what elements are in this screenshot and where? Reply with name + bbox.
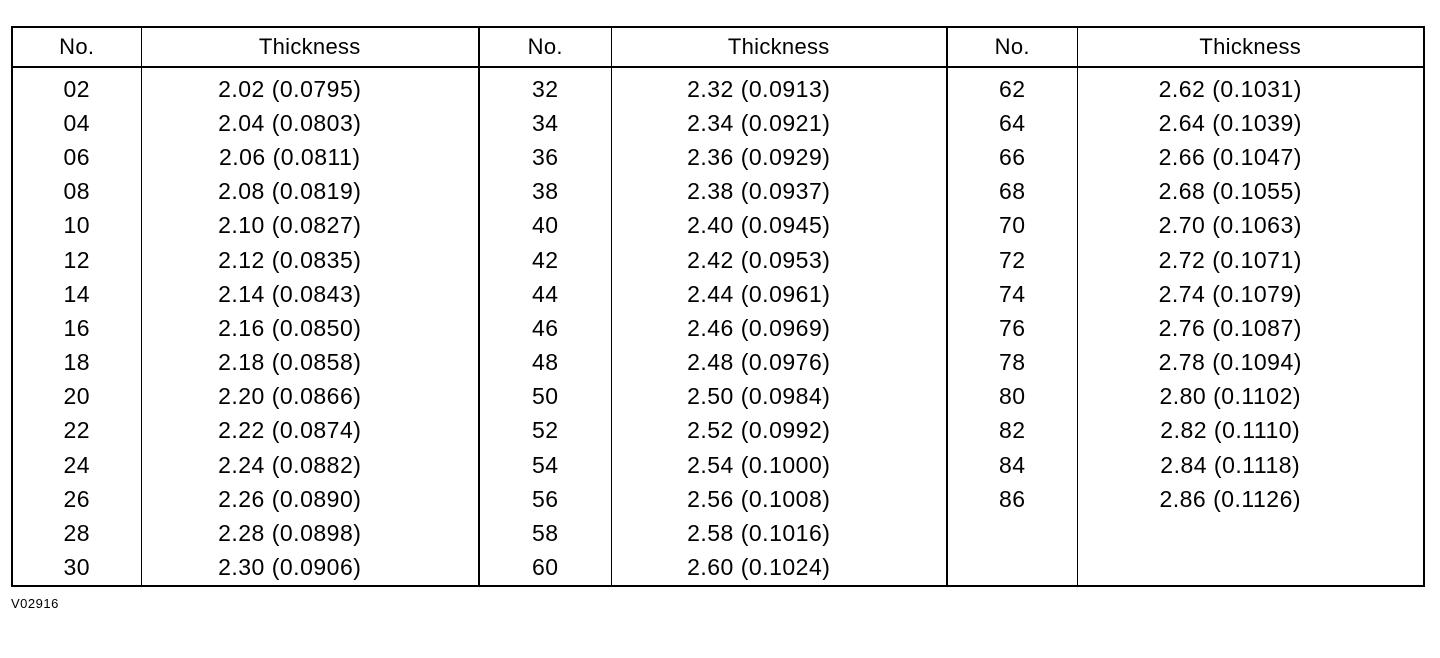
cell-no: 24 [12,448,141,482]
table-row [12,67,1424,106]
table-row [12,175,1424,209]
cell-thickness: 2.36 (0.0929) [611,140,947,174]
cell-no: 82 [947,414,1077,448]
cell-no: 60 [479,551,611,586]
cell-no: 70 [947,209,1077,243]
cell-thickness: 2.50 (0.0984) [611,380,947,414]
cell-thickness: 2.02 (0.0795) [141,67,479,106]
cell-thickness: 2.82 (0.1110) [1160,417,1301,444]
cell-thickness: 2.48 (0.0976) [611,346,947,380]
cell-thickness: 2.56 (0.1008) [611,482,947,516]
header-no-1: No. [12,27,141,67]
cell-no: 28 [12,516,141,550]
cell-no: 18 [12,346,141,380]
cell-thickness: 2.22 (0.0874) [141,414,479,448]
cell-thickness: 2.54 (0.1000) [611,448,947,482]
header-no-3: No. [947,27,1077,67]
cell-no [947,551,1077,586]
cell-thickness: 2.04 (0.0803) [141,106,479,140]
cell-no: 78 [947,346,1077,380]
header-no-2: No. [479,27,611,67]
header-thickness-3: Thickness [1077,27,1424,67]
table-row [12,380,1424,414]
cell-thickness: 2.70 (0.1063) [1158,212,1302,239]
cell-no: 66 [947,140,1077,174]
cell-thickness: 2.08 (0.0819) [141,175,479,209]
cell-thickness: 2.74 (0.1079) [1158,280,1302,307]
cell-no [947,516,1077,550]
table-row [12,140,1424,174]
cell-no: 34 [479,106,611,140]
cell-thickness: 2.80 (0.1102) [1159,383,1302,410]
table-row [12,448,1424,482]
cell-thickness: 2.20 (0.0866) [141,380,479,414]
cell-thickness: 2.86 (0.1126) [1159,485,1302,512]
cell-no: 64 [947,106,1077,140]
cell-thickness: 2.30 (0.0906) [141,551,479,586]
cell-no: 86 [947,482,1077,516]
table-row [12,346,1424,380]
table-row [12,551,1424,586]
cell-no: 16 [12,311,141,345]
cell-no: 30 [12,551,141,586]
cell-no: 54 [479,448,611,482]
table-row [12,482,1424,516]
cell-thickness: 2.62 (0.1031) [1158,75,1302,102]
cell-no: 20 [12,380,141,414]
cell-no: 68 [947,175,1077,209]
cell-no: 76 [947,311,1077,345]
cell-no: 50 [479,380,611,414]
cell-no: 08 [12,175,141,209]
cell-no: 74 [947,277,1077,311]
cell-no: 26 [12,482,141,516]
cell-thickness: 2.12 (0.0835) [141,243,479,277]
cell-thickness: 2.42 (0.0953) [611,243,947,277]
shim-thickness-table [11,26,1425,587]
cell-thickness: 2.60 (0.1024) [611,551,947,586]
cell-thickness: 2.46 (0.0969) [611,311,947,345]
cell-thickness: 2.58 (0.1016) [611,516,947,550]
cell-no: 02 [12,67,141,106]
cell-no: 42 [479,243,611,277]
cell-thickness: 2.44 (0.0961) [611,277,947,311]
cell-thickness: 2.18 (0.0858) [141,346,479,380]
table-body [12,67,1424,586]
cell-no: 84 [947,448,1077,482]
cell-thickness: 2.32 (0.0913) [611,67,947,106]
cell-thickness [1077,551,1424,586]
header-row [12,27,1424,67]
header-thickness-1: Thickness [141,27,479,67]
cell-thickness: 2.14 (0.0843) [141,277,479,311]
cell-no: 48 [479,346,611,380]
cell-thickness: 2.52 (0.0992) [611,414,947,448]
cell-no: 10 [12,209,141,243]
cell-no: 72 [947,243,1077,277]
cell-thickness: 2.34 (0.0921) [611,106,947,140]
cell-thickness: 2.28 (0.0898) [141,516,479,550]
cell-no: 22 [12,414,141,448]
cell-no: 56 [479,482,611,516]
cell-no: 80 [947,380,1077,414]
cell-thickness: 2.68 (0.1055) [1158,178,1302,205]
cell-thickness: 2.64 (0.1039) [1158,109,1302,136]
table-row [12,209,1424,243]
cell-thickness: 2.38 (0.0937) [611,175,947,209]
cell-thickness: 2.78 (0.1094) [1158,349,1302,376]
table-header [12,27,1424,67]
cell-thickness: 2.40 (0.0945) [611,209,947,243]
header-thickness-2: Thickness [611,27,947,67]
table-row [12,311,1424,345]
cell-no: 44 [479,277,611,311]
cell-thickness: 2.06 (0.0811) [141,140,479,174]
cell-no: 58 [479,516,611,550]
cell-thickness: 2.72 (0.1071) [1158,246,1302,273]
cell-no: 14 [12,277,141,311]
cell-thickness: 2.76 (0.1087) [1158,314,1302,341]
cell-no: 40 [479,209,611,243]
table-row [12,106,1424,140]
table-row [12,414,1424,448]
cell-thickness: 2.66 (0.1047) [1158,143,1302,170]
table-row [12,243,1424,277]
cell-no: 06 [12,140,141,174]
table-row [12,277,1424,311]
cell-thickness [1077,516,1424,550]
cell-no: 04 [12,106,141,140]
cell-thickness: 2.16 (0.0850) [141,311,479,345]
cell-thickness: 2.24 (0.0882) [141,448,479,482]
figure-code: V02916 [11,596,59,611]
cell-no: 62 [947,67,1077,106]
cell-thickness: 2.10 (0.0827) [141,209,479,243]
cell-no: 52 [479,414,611,448]
cell-no: 38 [479,175,611,209]
cell-thickness: 2.84 (0.1118) [1160,451,1301,478]
cell-no: 36 [479,140,611,174]
cell-thickness: 2.26 (0.0890) [141,482,479,516]
cell-no: 32 [479,67,611,106]
cell-no: 12 [12,243,141,277]
table-row [12,516,1424,550]
cell-no: 46 [479,311,611,345]
